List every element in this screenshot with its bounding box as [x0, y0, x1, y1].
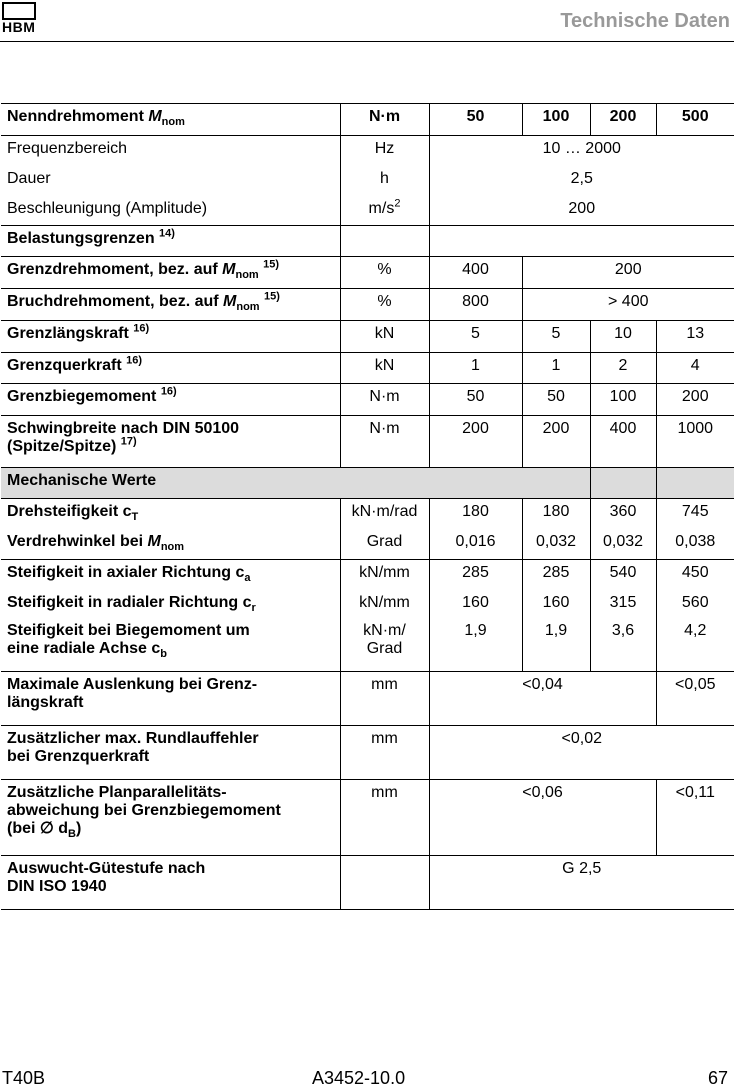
row-value: 745 [656, 499, 734, 529]
footer-page-number: 67 [707, 1068, 728, 1088]
col-200: 200 [590, 104, 656, 136]
row-value: 4,2 [656, 618, 734, 672]
nominal-torque-label: Nenndrehmoment $M_{nom}$ [7, 108, 185, 129]
spec-table [1, 103, 734, 910]
row-value: 0,032 [590, 529, 656, 560]
row-unit: N·m [340, 416, 429, 468]
row-value: 5 [429, 321, 522, 353]
table-row [1, 257, 734, 289]
row-value: 180 [522, 499, 590, 529]
row-value: 180 [429, 499, 522, 529]
row-value: 10 … 2000 [429, 136, 734, 166]
row-value: 1 [522, 353, 590, 384]
row-label: Steifigkeit in radialer Richtung $c_r$ [7, 593, 256, 614]
row-label: Dauer [7, 169, 51, 187]
col-50: 50 [429, 104, 522, 136]
row-label: Grenzlängskraft $^{16)}$ [7, 322, 150, 342]
unit-header: N·m [340, 104, 429, 136]
row-label: Verdrehwinkel bei $M_{nom}$ [7, 532, 185, 553]
row-value: 5 [522, 321, 590, 353]
row-value: 160 [429, 590, 522, 618]
row-value: 0,032 [522, 529, 590, 560]
logo-text: HBM [2, 19, 36, 35]
row-value: <0,04 [429, 672, 656, 726]
row-value: 285 [429, 560, 522, 590]
row-unit: mm [340, 726, 429, 780]
row-unit: kN·m/ Grad [340, 618, 429, 672]
footer-document-number: A3452-10.0 [312, 1068, 406, 1088]
logo-mark [2, 2, 36, 20]
table-row [1, 560, 734, 590]
row-value: 50 [522, 384, 590, 416]
row-value: 285 [522, 560, 590, 590]
col-100: 100 [522, 104, 590, 136]
table-row [1, 590, 734, 618]
row-value: 0,038 [656, 529, 734, 560]
col-500: 500 [656, 104, 734, 136]
table-row [1, 136, 734, 166]
row-value: 1000 [656, 416, 734, 468]
table-row [1, 726, 734, 780]
row-unit: kN·m/rad [340, 499, 429, 529]
row-value: G 2,5 [429, 856, 734, 910]
row-value: <0,06 [429, 780, 656, 856]
row-label: Bruchdrehmoment, bez. auf $M_{nom}$ $^{15)}$ [7, 290, 280, 314]
section-label: Belastungsgrenzen $^{14)}$ [7, 227, 175, 247]
section-row [1, 468, 734, 499]
row-value: > 400 [522, 289, 734, 321]
footer-product: T40B [2, 1068, 46, 1088]
row-value: <0,02 [429, 726, 734, 780]
row-unit: kN/mm [340, 560, 429, 590]
row-unit: % [340, 289, 429, 321]
row-label: Grenzquerkraft $^{16)}$ [7, 354, 143, 374]
row-value: 100 [590, 384, 656, 416]
table-row [1, 529, 734, 560]
page-header-title: Technische Daten [560, 10, 730, 32]
table-row [1, 499, 734, 529]
table-row [1, 416, 734, 468]
row-value: 200 [429, 196, 734, 226]
row-value: 1 [429, 353, 522, 384]
row-label: Drehsteifigkeit $c_T$ [7, 503, 139, 524]
row-label: Zusätzlicher max. Rundlauffehler bei Grenzquerkraft [7, 730, 259, 765]
table-header-row [1, 104, 734, 136]
row-value: 0,016 [429, 529, 522, 560]
row-label: Grenzdrehmoment, bez. auf $M_{nom}$ $^{15)}$ [7, 258, 280, 282]
row-value: 315 [590, 590, 656, 618]
section-row [1, 226, 734, 257]
row-value: 450 [656, 560, 734, 590]
table-row [1, 384, 734, 416]
section-label: Mechanische Werte [1, 468, 590, 499]
row-value: 2 [590, 353, 656, 384]
row-value: 560 [656, 590, 734, 618]
table-row [1, 672, 734, 726]
row-label: Beschleunigung (Amplitude) [7, 199, 208, 217]
row-label: Auswucht-Gütestufe nach DIN ISO 1940 [7, 860, 206, 895]
table-row [1, 618, 734, 672]
row-unit: N·m [340, 384, 429, 416]
row-label: Schwingbreite nach DIN 50100 (Spitze/Spitze) $^{17)}$ [7, 420, 240, 455]
header-divider [0, 41, 734, 42]
row-value: 400 [590, 416, 656, 468]
table-row [1, 321, 734, 353]
row-value: <0,05 [656, 672, 734, 726]
table-row [1, 353, 734, 384]
row-label: Maximale Auslenkung bei Grenz- längskraft [7, 676, 258, 711]
row-value: 10 [590, 321, 656, 353]
row-value: 50 [429, 384, 522, 416]
table-row [1, 196, 734, 226]
row-value: 1,9 [522, 618, 590, 672]
row-value: 200 [429, 416, 522, 468]
row-value: 540 [590, 560, 656, 590]
row-value: 2,5 [429, 166, 734, 196]
row-label: Grenzbiegemoment $^{16)}$ [7, 385, 177, 405]
row-value: 4 [656, 353, 734, 384]
row-value: 400 [429, 257, 522, 289]
row-unit: % [340, 257, 429, 289]
row-value: 1,9 [429, 618, 522, 672]
row-label: Frequenzbereich [7, 140, 128, 157]
row-label: Zusätzliche Planparallelitäts- abweichung bei Grenzbiegemoment (bei ∅ $d_B$) [7, 784, 281, 841]
row-value: <0,11 [656, 780, 734, 856]
row-unit: kN [340, 321, 429, 353]
row-unit: kN/mm [340, 590, 429, 618]
row-unit: $m/s^2$ [340, 196, 429, 226]
row-unit: mm [340, 672, 429, 726]
row-value: 360 [590, 499, 656, 529]
row-label: Steifigkeit bei Biegemoment um eine radiale Achse $c_b$ [7, 621, 250, 660]
row-value: 800 [429, 289, 522, 321]
row-value: 13 [656, 321, 734, 353]
row-unit: mm [340, 780, 429, 856]
table-row [1, 856, 734, 910]
row-value: 200 [656, 384, 734, 416]
table-row [1, 166, 734, 196]
row-unit: Hz [340, 136, 429, 166]
hbm-logo [2, 2, 42, 36]
row-label: Steifigkeit in axialer Richtung $c_a$ [7, 564, 251, 585]
row-value: 200 [522, 416, 590, 468]
row-value: 200 [522, 257, 734, 289]
row-value: 160 [522, 590, 590, 618]
row-unit: h [340, 166, 429, 196]
row-unit: Grad [340, 529, 429, 560]
table-row [1, 289, 734, 321]
row-unit: kN [340, 353, 429, 384]
table-row [1, 780, 734, 856]
row-value: 3,6 [590, 618, 656, 672]
